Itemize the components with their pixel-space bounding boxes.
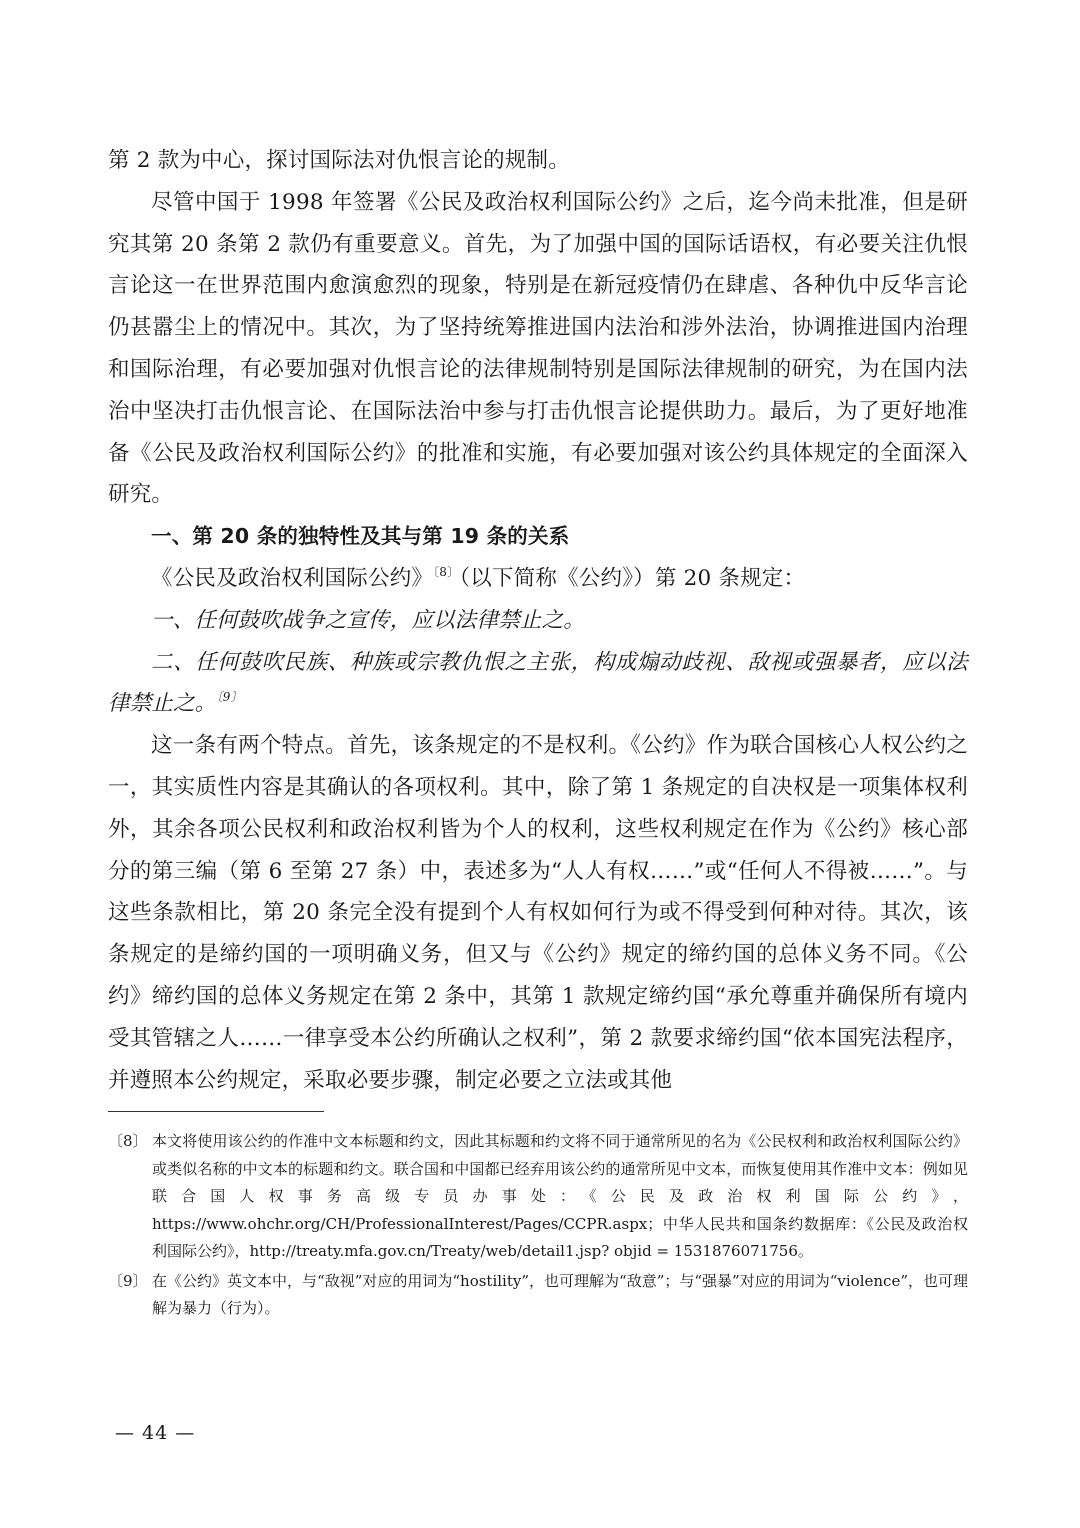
- paragraph-significance: 尽管中国于 1998 年签署《公民及政治权利国际公约》之后，迄今尚未批准，但是研究其第 20 条第 2 款仍有重要意义。首先，为了加强中国的国际话语权，有必要关注仇恨言论这一在世界范围内愈演愈烈的现象，特别是在新冠疫情仍在肆虐、各种仇中反华言论仍甚嚣尘上的情况中。其次，为了坚持统筹推进国内法治和涉外法治，协调推进国内治理和国际治理，有必要加强对仇恨言论的法律规制特别是国际法律规制的研究，为在国内法治中坚决打击仇恨言论、在国际法治中参与打击仇恨言论提供助力。最后，为了更好地准备《公民及政治权利国际公约》的批准和实施，有必要加强对该公约具体规定的全面深入研究。: [108, 189, 968, 508]
- paragraph-continuation: 第 2 款为中心，探讨国际法对仇恨言论的规制。: [108, 148, 570, 173]
- footnote-mark: 〔9〕: [108, 1271, 148, 1290]
- article-intro-text-cont: （以下简称《公约》）第 20 条规定：: [459, 565, 806, 591]
- paragraph-features: 这一条有两个特点。首先，该条规定的不是权利。《公约》作为联合国核心人权公约之一，其实质性内容是其确认的各项权利。其中，除了第 1 条规定的自决权是一项集体权利外，其余各项公民权利和政治权利皆为个人的权利，这些权利规定在作为《公约》核心部分的第三编（第 6 至第 27 条）中，表述多为“人人有权……”或“任何人不得被……”。与这些条款相比，第 20 条完全没有提到个人有权如何行为或不得受到何种对待。其次，该条规定的是缔约国的一项明确义务，但又与《公约》规定的缔约国的总体义务不同。《公约》缔约国的总体义务规定在第 2 条中，其第 1 款规定缔约国“承允尊重并确保所有境内受其管辖之人……一律享受本公约所确认之权利”，第 2 款要求缔约国“依本国宪法程序，并遵照本公约规定，采取必要步骤，制定必要之立法或其他: [108, 733, 968, 1093]
- footnote-ref-8[interactable]: 〔8〕: [433, 564, 460, 579]
- page-number: — 44 —: [115, 1422, 196, 1444]
- footnote-divider: [108, 1111, 324, 1112]
- section-heading: 一、第 20 条的独特性及其与第 19 条的关系: [151, 524, 570, 549]
- footnote-text: 本文将使用该公约的作准中文本标题和约文，因此其标题和约文将不同于通常所见的名为《公民权利和政治权利国际公约》或类似名称的中文本的标题和约文。联合国和中国都已经弃用该公约的通常所见中文本，而恢复使用其作准中文本：例如见联合国人权事务高级专员办事处：《公民及政治权利国际公约》，https://www.ohchr.org/CH/ProfessionalInterest/Pages/CCPR.aspx；中华人民共和国条约数据库：《公民及政治权利国际公约》，http://treaty.mfa.gov.cn/Treaty/web/detail1.jsp? objid = 1531876071756。: [152, 1132, 968, 1260]
- article-clause-2-text: 二、任何鼓吹民族、种族或宗教仇恨之主张，构成煽动歧视、敌视或强暴者，应以法律禁止之。: [108, 649, 968, 717]
- article-clause-1: 一、任何鼓吹战争之宣传，应以法律禁止之。: [151, 607, 586, 633]
- footnote-text: 在《公约》英文本中，与“敌视”对应的用词为“hostility”，也可理解为“敌意”；与“强暴”对应的用词为“violence”，也可理解为暴力（行为）。: [152, 1271, 968, 1317]
- footnotes: [108, 1128, 968, 1325]
- footnote-mark: 〔8〕: [108, 1132, 148, 1150]
- footnote-8: [108, 1128, 968, 1266]
- footnote-ref-9[interactable]: 〔9〕: [216, 690, 243, 705]
- footnote-9: [108, 1268, 968, 1323]
- body-text: [108, 140, 968, 1101]
- article-intro-text: 《公民及政治权利国际公约》: [151, 565, 434, 591]
- paragraph-article-intro: [108, 558, 968, 600]
- article-clause-2: [108, 642, 968, 726]
